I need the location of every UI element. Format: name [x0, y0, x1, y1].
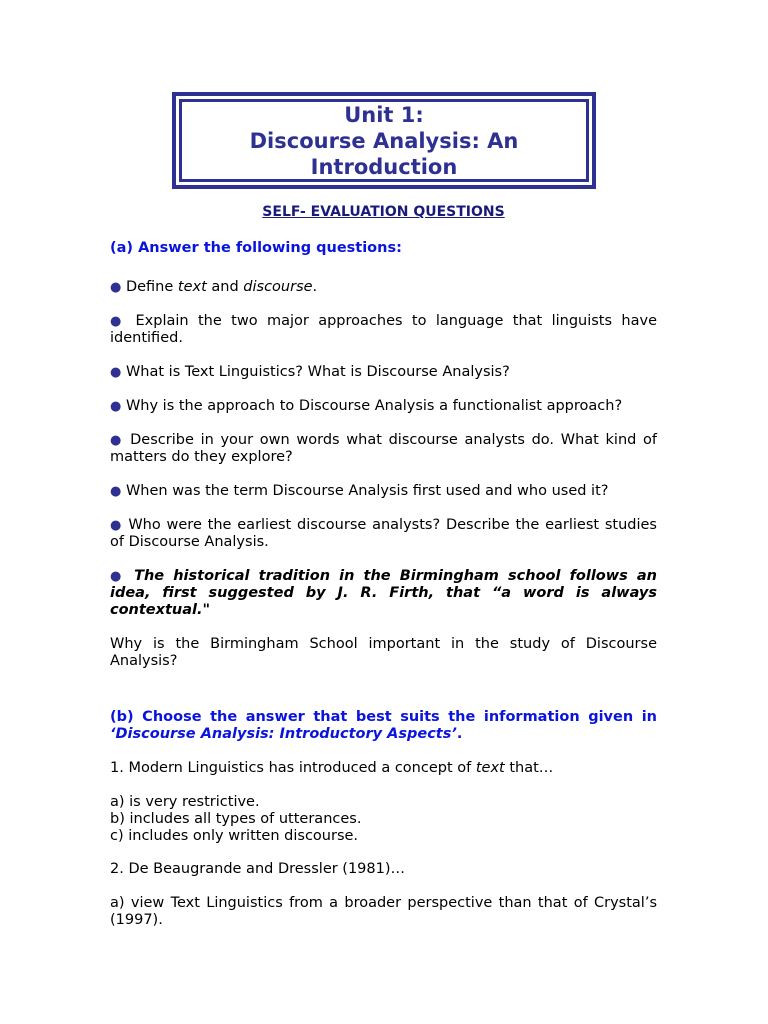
q1-text-mid: and — [206, 279, 244, 295]
question-a5 — [110, 432, 657, 466]
q2-text: Explain the two major approaches to language that linguists have identified. — [110, 313, 658, 346]
question-a3 — [110, 364, 657, 381]
question-a8-quote — [110, 568, 657, 619]
section-b-heading-title: ‘Discourse Analysis: Introductory Aspects’ — [110, 726, 457, 742]
section-a-heading: (a) Answer the following questions: — [110, 240, 402, 256]
b1-text-em: text — [475, 760, 505, 776]
bullet-icon: ● — [110, 569, 126, 584]
bullet-icon: ● — [110, 433, 124, 448]
q8-quote-text: The historical tradition in the Birmingham school follows an idea, first suggested by J. R. Firth, that “a word is always contextual. — [110, 568, 657, 618]
section-b-heading-pre: (b) Choose the answer that best suits the information given in — [110, 709, 657, 725]
q1-text-em1: text — [177, 279, 207, 295]
b1-text-post: that… — [504, 760, 554, 776]
title-line-3: Introduction — [310, 154, 458, 179]
q4-text: Why is the approach to Discourse Analysis a functionalist approach? — [125, 398, 623, 414]
question-a8: Why is the Birmingham School important in the study of Discourse Analysis? — [110, 636, 657, 669]
b1-option-c: c) includes only written discourse. — [110, 828, 359, 844]
title-inner-frame — [179, 99, 589, 182]
b1-text-pre: 1. Modern Linguistics has introduced a concept of — [110, 760, 476, 776]
q5-text: Describe in your own words what discourse analysts do. What kind of matters do they explore? — [110, 432, 658, 465]
bullet-icon: ● — [110, 280, 122, 295]
q1-text-pre: Define — [125, 279, 178, 295]
title-line-1: Unit 1: — [344, 102, 424, 127]
section-b-heading — [110, 709, 657, 743]
question-b2: 2. De Beaugrande and Dressler (1981)… — [110, 861, 406, 877]
document-page — [110, 92, 657, 929]
b1-option-a: a) is very restrictive. — [110, 794, 260, 810]
section-b-heading-post: . — [456, 726, 463, 742]
b2-option-a: a) view Text Linguistics from a broader perspective than that of Crystal’s (1997). — [110, 895, 657, 928]
bullet-icon: ● — [110, 484, 122, 499]
q1-text-em2: discourse — [243, 279, 313, 295]
b1-option-b: b) includes all types of utterances. — [110, 811, 362, 827]
question-a4 — [110, 398, 657, 415]
bullet-icon: ● — [110, 518, 123, 533]
question-a2 — [110, 313, 657, 347]
q6-text: When was the term Discourse Analysis first used and who used it? — [125, 483, 609, 499]
question-a6 — [110, 483, 657, 500]
bullet-icon: ● — [110, 365, 122, 380]
q3-text: What is Text Linguistics? What is Discourse Analysis? — [125, 364, 510, 380]
q8-quote-tail: " — [202, 602, 211, 618]
title-box — [172, 92, 596, 189]
page-subtitle: SELF- EVALUATION QUESTIONS — [262, 204, 505, 220]
question-a1 — [110, 279, 657, 296]
question-b1 — [110, 760, 657, 777]
title-line-2: Discourse Analysis: An — [249, 128, 519, 153]
q1-text-post: . — [312, 279, 318, 295]
question-a7 — [110, 517, 657, 551]
bullet-icon: ● — [110, 399, 122, 414]
q7-text: Who were the earliest discourse analysts? Describe the earliest studies of Discourse Analysis. — [110, 517, 657, 550]
bullet-icon: ● — [110, 314, 127, 329]
question-b1-options — [110, 794, 657, 845]
